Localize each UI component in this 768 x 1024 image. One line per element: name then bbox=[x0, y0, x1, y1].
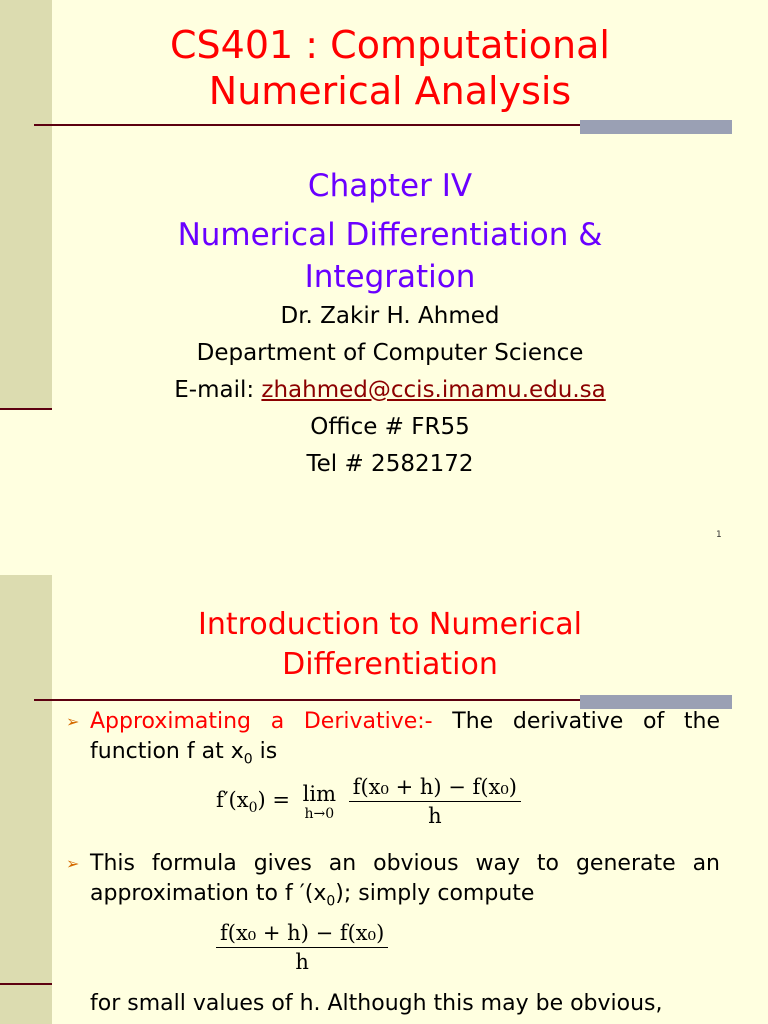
subscript: 0 bbox=[248, 800, 258, 817]
bullet-arrow-icon: ➢ bbox=[66, 854, 80, 873]
subscript: 0 bbox=[326, 893, 336, 910]
subtitle-line-1: Numerical Differentiation & bbox=[177, 217, 603, 253]
email-link[interactable]: zhahmed@ccis.imamu.edu.sa bbox=[261, 377, 606, 403]
fraction bbox=[216, 921, 388, 974]
title-rule-bar bbox=[580, 120, 732, 134]
sidebar-rule bbox=[0, 408, 52, 410]
slide-2 bbox=[0, 575, 768, 1024]
title-line-1: CS401 : Computational bbox=[170, 23, 610, 67]
formula-lhs-end: ) = bbox=[257, 788, 290, 812]
bullet-2 bbox=[66, 849, 720, 916]
bullet-1-lead: Approximating a Derivative:- bbox=[90, 709, 433, 734]
derivative-formula bbox=[216, 775, 521, 828]
title-rule bbox=[34, 699, 580, 701]
bullet-1-text-end: is bbox=[252, 739, 278, 764]
email-label: E-mail: bbox=[174, 377, 262, 403]
subtitle-line-2: Integration bbox=[304, 259, 476, 295]
formula-lhs: f′(x bbox=[216, 788, 249, 812]
sidebar-rule bbox=[0, 983, 52, 985]
title-rule bbox=[34, 124, 580, 126]
subscript: 0 bbox=[243, 751, 253, 768]
bullet-1-text: The derivative of the function f at x bbox=[90, 709, 720, 764]
title-line-2: Differentiation bbox=[282, 647, 498, 682]
lim-text: lim bbox=[302, 781, 337, 806]
bullet-2-text-end: ); simply compute bbox=[335, 881, 535, 906]
office: Office # FR55 bbox=[310, 414, 470, 440]
department: Department of Computer Science bbox=[196, 340, 584, 366]
slide-title bbox=[60, 605, 720, 685]
bullet-1 bbox=[66, 707, 720, 774]
lim-subscript: h→0 bbox=[304, 805, 335, 822]
telephone: Tel # 2582172 bbox=[306, 451, 474, 477]
limit-operator bbox=[303, 782, 336, 822]
chapter-heading: Chapter IV bbox=[307, 168, 473, 204]
author-info bbox=[60, 298, 720, 483]
fraction bbox=[349, 775, 521, 828]
bullet-arrow-icon: ➢ bbox=[66, 712, 80, 731]
bullet-2-text: This formula gives an obvious way to generate an approximation to f ′(x bbox=[90, 851, 720, 906]
trailing-text: for small values of h. Although this may be obvious, bbox=[90, 991, 663, 1016]
slide-sidebar bbox=[0, 575, 52, 1024]
numerator: f(x₀ + h) − f(x₀) bbox=[216, 921, 388, 948]
numerator: f(x₀ + h) − f(x₀) bbox=[349, 775, 521, 802]
title-line-2: Numerical Analysis bbox=[208, 69, 572, 113]
author-name: Dr. Zakir H. Ahmed bbox=[280, 303, 500, 329]
title-line-1: Introduction to Numerical bbox=[198, 607, 582, 642]
slide-sidebar bbox=[0, 0, 52, 410]
denominator: h bbox=[428, 804, 442, 828]
email-row bbox=[60, 372, 720, 409]
slide-title bbox=[60, 22, 720, 114]
page-number: 1 bbox=[716, 530, 722, 540]
chapter-subtitle bbox=[60, 214, 720, 298]
difference-quotient bbox=[216, 921, 388, 974]
denominator: h bbox=[295, 950, 309, 974]
